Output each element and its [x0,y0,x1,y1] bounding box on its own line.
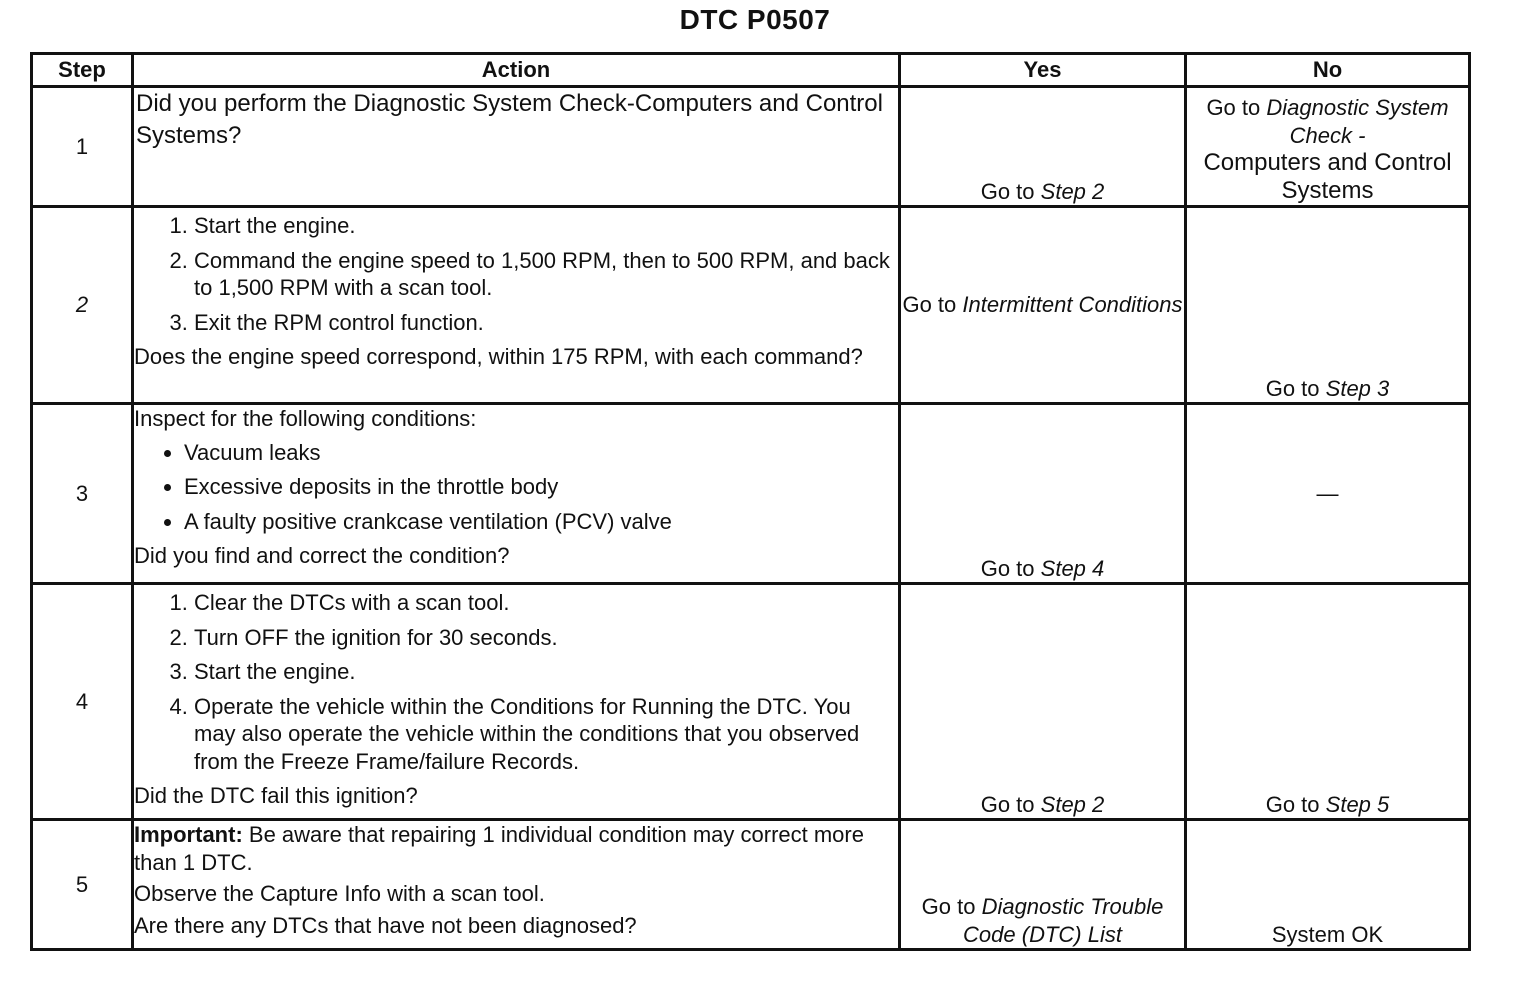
action-question: Did you perform the Diagnostic System Check-Computers and Control Systems? [136,90,883,150]
no-dash: — [1316,480,1339,506]
action-cell [133,584,900,820]
action-question: Did you find and correct the condition? [134,543,510,568]
step-number: 5 [32,820,133,950]
no-prefix: Go to [1206,95,1261,120]
procedure-step: 3. Start the engine. [194,658,898,686]
condition-item: • Vacuum leaks [184,439,898,467]
procedure-step: 1. Clear the DTCs with a scan tool. [194,589,898,617]
diagnostic-table [30,52,1471,951]
condition-item: • Excessive deposits in the throttle body [184,473,898,501]
procedure-step: 4. Operate the vehicle within the Conditions for Running the DTC. You may also operate the vehicle within the conditions that you observed from the Freeze Frame/failure Records. [194,693,898,776]
action-cell [133,207,900,404]
procedure-step: 2. Turn OFF the ignition for 30 seconds. [194,624,898,652]
no-cell [1186,820,1470,950]
yes-cell [900,87,1186,207]
action-question: Are there any DTCs that have not been diagnosed? [134,912,637,938]
no-suffix: Computers and Control Systems [1203,149,1452,204]
procedure-step: 3. Exit the RPM control function. [194,309,898,337]
yes-link[interactable]: Diagnostic Trouble Code (DTC) List [963,894,1164,947]
procedure-list [134,589,898,775]
yes-cell [900,404,1186,584]
step-number: 4 [32,584,133,820]
step-number: 1 [32,87,133,207]
yes-prefix: Go to [980,791,1035,817]
step-number: 3 [32,404,133,584]
yes-prefix: Go to [980,178,1035,204]
yes-link[interactable]: Intermittent Conditions [962,292,1183,318]
yes-cell [900,584,1186,820]
no-prefix: Go to [1265,791,1320,817]
yes-prefix: Go to [902,292,957,318]
action-cell [133,404,900,584]
condition-item: • A faulty positive crankcase ventilation (PCV) valve [184,508,898,536]
no-result: System OK [1271,921,1384,947]
table-row [32,207,1470,404]
table-row [32,584,1470,820]
yes-link[interactable]: Step 4 [1040,555,1105,581]
no-cell [1186,207,1470,404]
important-text: Be aware that repairing 1 individual condition may correct more than 1 DTC. [134,822,864,875]
important-label: Important: [134,822,243,847]
yes-cell [900,207,1186,404]
table-row [32,820,1470,950]
action-intro: Inspect for the following conditions: [134,406,477,431]
action-question: Did the DTC fail this ignition? [134,783,418,808]
header-row [32,54,1470,87]
header-no: No [1186,54,1470,87]
action-cell [133,87,900,207]
action-line: Observe the Capture Info with a scan tool. [134,881,545,906]
no-cell [1186,404,1470,584]
yes-prefix: Go to [921,894,976,919]
condition-list [134,439,898,536]
procedure-list [134,212,898,336]
no-link[interactable]: Diagnostic System Check - [1266,95,1449,148]
no-cell [1186,87,1470,207]
table-row [32,87,1470,207]
yes-link[interactable]: Step 2 [1040,178,1105,204]
action-question: Does the engine speed correspond, within 175 RPM, with each command? [134,344,863,369]
no-prefix: Go to [1265,375,1320,401]
yes-cell [900,820,1186,950]
no-cell [1186,584,1470,820]
yes-prefix: Go to [980,555,1035,581]
step-number: 2 [32,207,133,404]
header-step: Step [32,54,133,87]
no-link[interactable]: Step 5 [1325,791,1390,817]
no-link[interactable]: Step 3 [1325,375,1390,401]
header-action: Action [133,54,900,87]
action-cell [133,820,900,950]
yes-link[interactable]: Step 2 [1040,791,1105,817]
table-row [32,404,1470,584]
procedure-step: 1. Start the engine. [194,212,898,240]
header-yes: Yes [900,54,1186,87]
page-title: DTC P0507 [679,4,831,35]
procedure-step: 2. Command the engine speed to 1,500 RPM, then to 500 RPM, and back to 1,500 RPM with a scan tool. [194,247,898,302]
